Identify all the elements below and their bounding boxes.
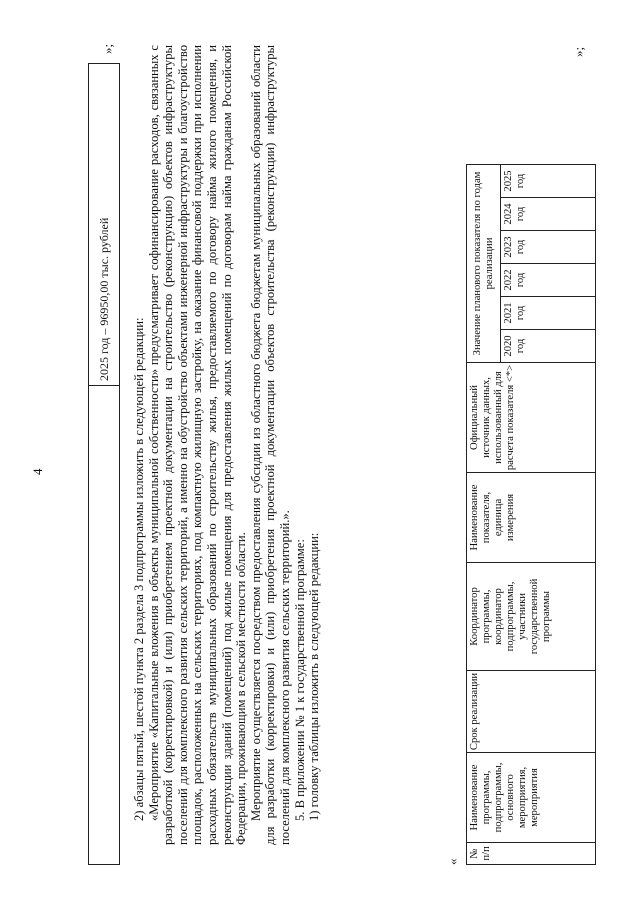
header-term: Срок реализации [467, 671, 596, 753]
closing-quote: »; [571, 46, 586, 57]
opening-quote: « [445, 858, 460, 865]
previous-table-fragment [88, 63, 120, 865]
header-source: Официальный источник данных, использованный для расчета показателя <*> [467, 363, 596, 473]
paragraph: «Мероприятие «Капитальные вложения в объекты муниципальной собственности» предусматривает софинансирование расходов, связанных с разработкой (корректировкой) и (или) приобретением проектной документации на строительство (реконструкцию) объектов инфраструктуры поселений для комплексного развития сельских территорий, а именно на обустройство объектами инженерной инфраструктуры и благоустройство площадок, расположенных на сельских территориях, под компактную жилищную застройку, на оказание финансовой поддержки при исполнении расходных обязательств муниципальных образований по строительству жилья, предоставляемого по договору найма жилого помещения, и реконструкции зданий (помещений) под жилые помещения для предоставления жилых помещений по договорам найма гражданам Российской Федерации, проживающим в сельской местности области. [146, 45, 249, 845]
header-indicator: Наименование показателя, единица измерения [467, 473, 596, 563]
header-year: 2022 год [501, 264, 596, 297]
page-number: 4 [30, 468, 45, 475]
funding-2025-cell: 2025 год – 96950,00 тыс. рублей [89, 64, 120, 386]
header-year: 2021 год [501, 297, 596, 330]
paragraph: 5. В приложении № 1 к государственной программе: [292, 539, 307, 821]
paragraph: Мероприятие осуществляется посредством предоставления субсидии из областного бюджета бюджетам муниципальных образований области для разработки (корректировки) и (или) приобретения проектной документации объектов строительства (реконструкции) инфраструктуры поселений для комплексного развития сельских территорий.». [248, 45, 292, 845]
header-year: 2023 год [501, 231, 596, 264]
blank-area [467, 64, 596, 164]
paragraph: 1) головку таблицы изложить в следующей редакции: [307, 532, 322, 821]
header-year: 2024 год [501, 198, 596, 231]
indicator-table-header [466, 64, 596, 865]
header-plan-values: Значение планового показателя по годам реализации [467, 164, 501, 362]
empty-cell [89, 386, 120, 865]
closing-quote: »; [100, 43, 115, 54]
header-year: 2020 год [501, 330, 596, 363]
header-year: 2025 год [501, 164, 596, 197]
header-no: № п/п [467, 843, 596, 865]
paragraph: 2) абзацы пятый, шестой пункта 2 раздела 3 подпрограммы изложить в следующей редакции: [132, 317, 146, 821]
header-coordinator: Координатор программы, координатор подпрограммы, участники государственной программы [467, 563, 596, 671]
header-name: Наименование программы, подпрограммы, основного мероприятия, мероприятия [467, 753, 596, 843]
amendment-text [132, 45, 322, 845]
